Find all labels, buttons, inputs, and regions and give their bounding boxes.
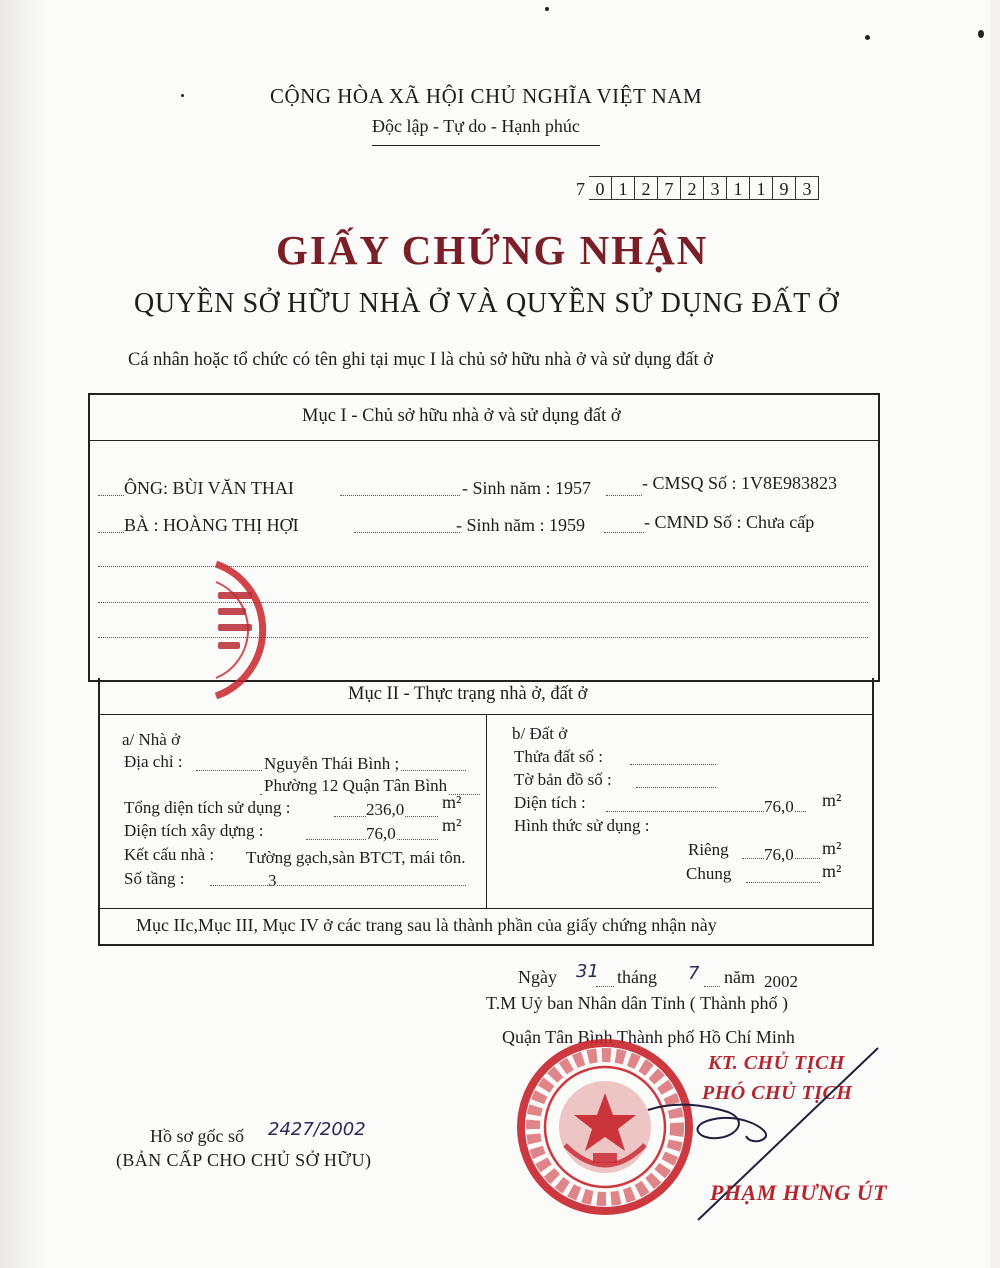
document-title: GIẤY CHỨNG NHẬN	[276, 227, 709, 273]
plot-number-label: Thửa đất số :	[514, 747, 604, 766]
section-1-title: Mục I - Chủ sở hữu nhà ở và sử dụng đất ở	[302, 406, 621, 426]
shared-label: Chung	[686, 864, 732, 883]
date-month-label: tháng	[617, 967, 657, 987]
authority-line-2: Quận Tân Bình Thành phố Hồ Chí Minh	[502, 1027, 795, 1047]
total-area-unit: m²	[442, 792, 462, 812]
date-month: 7	[688, 963, 700, 984]
intro-text: Cá nhân hoặc tổ chức có tên ghi tại mục I là chủ sở hữu nhà ở và sử dụng đất ở	[128, 350, 713, 370]
serial-digit: 1	[750, 176, 773, 200]
motto: Độc lập - Tự do - Hạnh phúc	[372, 116, 580, 136]
land-area-value: 76,0	[764, 797, 794, 816]
section-1-divider	[88, 440, 878, 441]
floors-value: 3	[268, 871, 277, 890]
dotted-line	[704, 986, 720, 987]
dotted-line	[606, 495, 642, 496]
date-day: 31	[576, 961, 599, 982]
scan-speck	[181, 94, 184, 97]
nation-heading: CỘNG HÒA XÃ HỘI CHỦ NGHĨA VIỆT NAM	[270, 84, 703, 108]
dotted-line	[596, 986, 614, 987]
section-2-divider	[98, 714, 872, 715]
built-area-unit: m²	[442, 815, 462, 835]
authority-line-1: T.M Uỷ ban Nhân dân Tỉnh ( Thành phố )	[486, 993, 788, 1013]
owner-2-id: - CMND Số : Chưa cấp	[644, 512, 815, 532]
private-label: Riêng	[688, 840, 729, 859]
document-subtitle: QUYỀN SỞ HỮU NHÀ Ở VÀ QUYỀN SỬ DỤNG ĐẤT Ở	[134, 288, 839, 319]
serial-number	[576, 176, 819, 200]
serial-digit: 2	[635, 176, 658, 200]
serial-prefix: 7	[576, 179, 585, 199]
serial-digit: 3	[796, 176, 819, 200]
usage-form-label: Hình thức sử dụng :	[514, 816, 650, 835]
land-area-unit: m²	[822, 790, 842, 810]
address-line-1: Nguyễn Thái Bình ;	[264, 754, 400, 773]
serial-digit: 3	[704, 176, 727, 200]
date-day-label: Ngày	[518, 967, 557, 987]
copy-note: (BẢN CẤP CHO CHỦ SỞ HỮU)	[116, 1150, 372, 1170]
private-area-unit: m²	[822, 838, 842, 858]
serial-digit: 9	[773, 176, 796, 200]
serial-digit: 2	[681, 176, 704, 200]
shared-area-unit: m²	[822, 861, 842, 881]
footer-divider	[98, 908, 872, 909]
map-sheet-label: Tờ bản đồ số :	[514, 770, 612, 789]
private-area-value: 76,0	[764, 845, 794, 864]
scan-speck	[978, 30, 984, 38]
footer-note: Mục IIc,Mục III, Mục IV ở các trang sau là thành phần của giấy chứng nhận này	[136, 915, 717, 935]
floors-label: Số tầng :	[124, 869, 185, 888]
serial-digit: 1	[727, 176, 750, 200]
serial-digit: 0	[589, 176, 612, 200]
dossier-number: 2427/2002	[268, 1119, 366, 1140]
total-area-label: Tổng diện tích sử dụng :	[124, 798, 291, 817]
dotted-line	[636, 787, 716, 788]
dotted-line	[604, 532, 644, 533]
dotted-line	[746, 882, 820, 883]
land-heading: b/ Đất ở	[512, 724, 568, 743]
structure-label: Kết cấu nhà :	[124, 845, 215, 864]
column-divider	[486, 714, 487, 908]
serial-digit: 1	[612, 176, 635, 200]
date-year-label: năm	[724, 967, 755, 987]
address-line-2: Phường 12 Quận Tân Bình	[264, 776, 448, 795]
owner-1-birth: - Sinh năm : 1957	[462, 478, 591, 498]
partial-seal-stamp	[196, 558, 300, 702]
dotted-line	[98, 532, 124, 533]
scan-left-edge	[0, 0, 48, 1268]
house-heading: a/ Nhà ở	[122, 730, 181, 749]
date-year: 2002	[764, 972, 798, 991]
motto-underline	[372, 145, 600, 146]
structure-value: Tường gạch,sàn BTCT, mái tôn.	[246, 848, 466, 867]
signer-name: PHẠM HƯNG ÚT	[710, 1180, 888, 1205]
dotted-line	[210, 885, 466, 886]
section-2-title: Mục II - Thực trạng nhà ở, đất ở	[348, 684, 588, 704]
land-area-label: Diện tích :	[514, 793, 586, 812]
signer-title-2: PHÓ CHỦ TỊCH	[702, 1082, 853, 1104]
signer-title-1: KT. CHỦ TỊCH	[708, 1052, 845, 1074]
scan-speck	[865, 35, 870, 40]
scan-speck	[545, 7, 549, 11]
dotted-line	[354, 532, 460, 533]
dotted-line	[340, 495, 460, 496]
built-area-label: Diện tích xây dựng :	[124, 821, 264, 840]
dossier-label: Hồ sơ gốc số	[150, 1126, 245, 1146]
owner-1-name: ÔNG: BÙI VĂN THAI	[124, 478, 294, 498]
owner-2-birth: - Sinh năm : 1959	[456, 515, 585, 535]
address-label: Địa chỉ :	[124, 752, 183, 771]
serial-digit: 7	[658, 176, 681, 200]
dotted-line	[630, 764, 716, 765]
built-area-value: 76,0	[366, 824, 396, 843]
dotted-line	[98, 495, 124, 496]
owner-2-name: BÀ : HOÀNG THỊ HỢI	[124, 515, 299, 535]
total-area-value: 236,0	[366, 800, 405, 819]
owner-1-id: - CMSQ Số : 1V8E983823	[642, 473, 838, 493]
